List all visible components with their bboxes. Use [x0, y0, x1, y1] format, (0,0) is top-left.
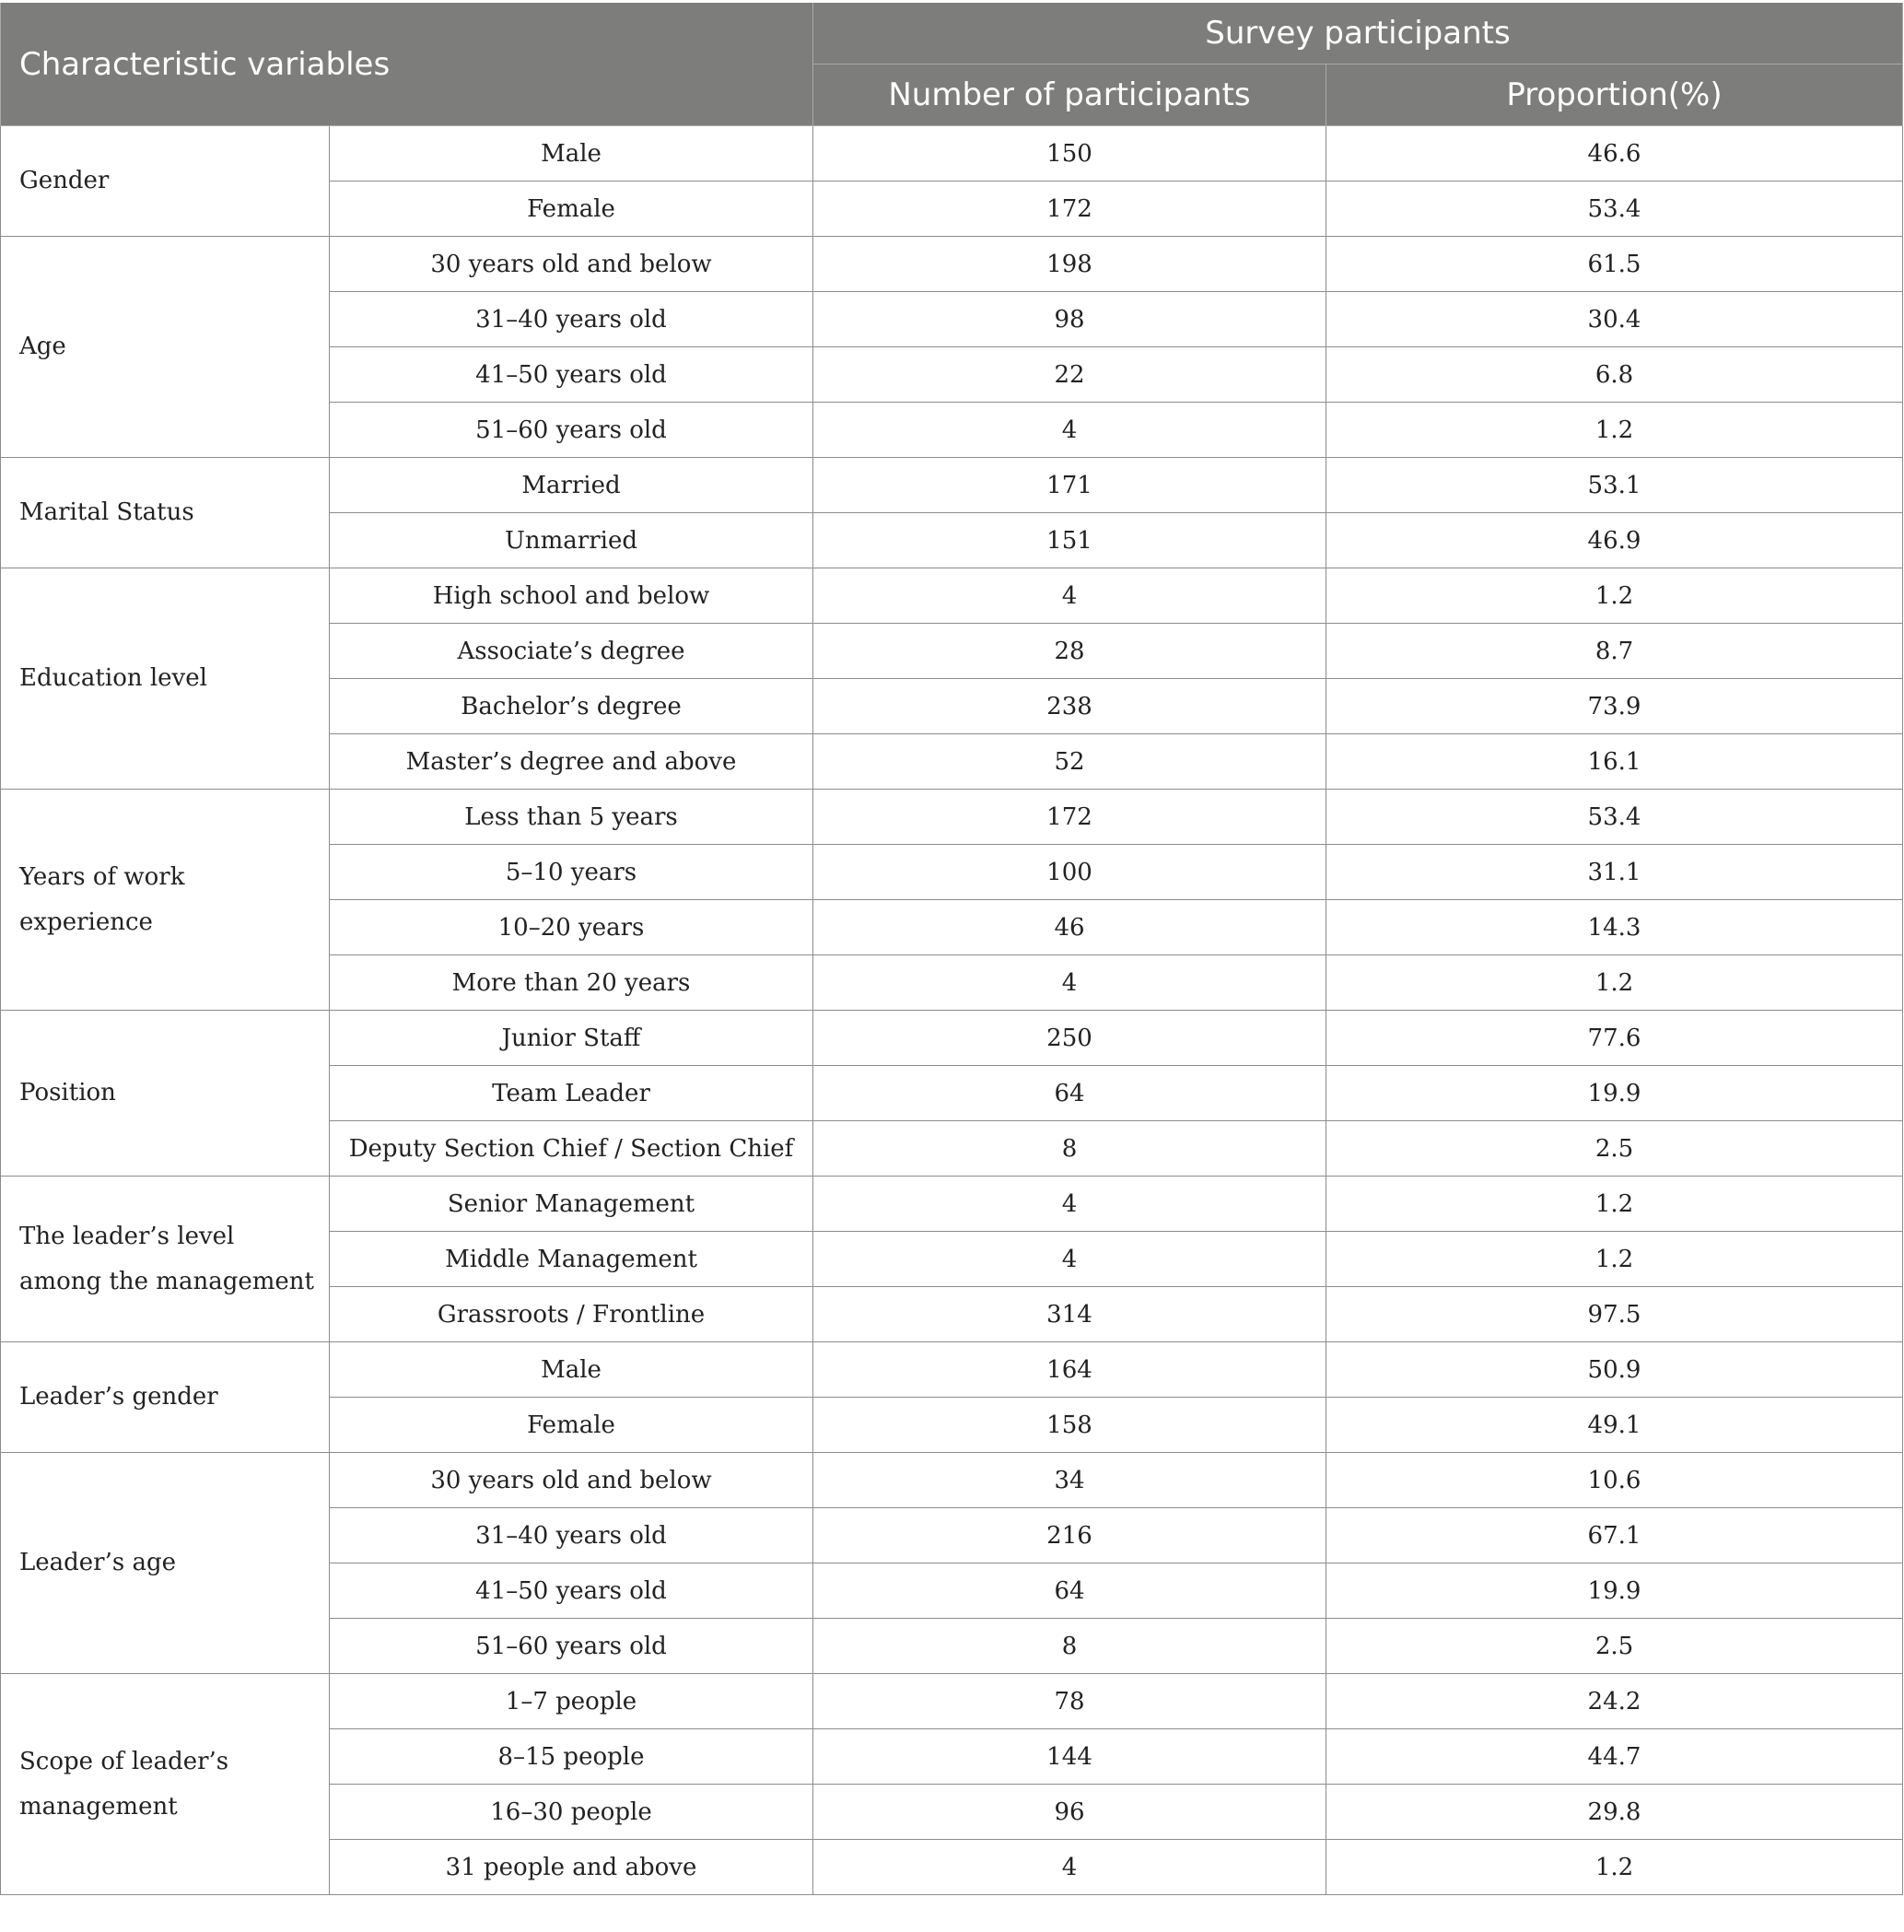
table-row [1, 1177, 1903, 1232]
participant-count: 4 [813, 1840, 1326, 1895]
proportion-value: 1.2 [1326, 1177, 1903, 1232]
table-row [1, 790, 1903, 845]
participant-count: 171 [813, 458, 1326, 513]
participant-count: 96 [813, 1785, 1326, 1840]
participant-count: 52 [813, 734, 1326, 790]
proportion-value: 61.5 [1326, 237, 1903, 292]
table-body [1, 126, 1903, 1895]
participant-count: 34 [813, 1453, 1326, 1508]
table-header [1, 3, 1903, 126]
proportion-value: 53.4 [1326, 181, 1903, 237]
proportion-value: 24.2 [1326, 1674, 1903, 1729]
participant-count: 198 [813, 237, 1326, 292]
proportion-value: 29.8 [1326, 1785, 1903, 1840]
participant-count: 8 [813, 1121, 1326, 1177]
participant-count: 46 [813, 900, 1326, 955]
item-label: 30 years old and below [330, 1453, 813, 1508]
header-number: Number of participants [813, 64, 1326, 126]
survey-table [0, 3, 1903, 1895]
participant-count: 100 [813, 845, 1326, 900]
participant-count: 172 [813, 790, 1326, 845]
participant-count: 172 [813, 181, 1326, 237]
item-label: 30 years old and below [330, 237, 813, 292]
proportion-value: 50.9 [1326, 1342, 1903, 1398]
participant-count: 4 [813, 403, 1326, 458]
item-label: Master’s degree and above [330, 734, 813, 790]
proportion-value: 44.7 [1326, 1729, 1903, 1785]
proportion-value: 14.3 [1326, 900, 1903, 955]
item-label: Middle Management [330, 1232, 813, 1287]
proportion-value: 1.2 [1326, 1232, 1903, 1287]
item-label: 41–50 years old [330, 1563, 813, 1619]
proportion-value: 1.2 [1326, 955, 1903, 1011]
proportion-value: 49.1 [1326, 1398, 1903, 1453]
proportion-value: 19.9 [1326, 1066, 1903, 1121]
proportion-value: 16.1 [1326, 734, 1903, 790]
item-label: Married [330, 458, 813, 513]
header-proportion: Proportion(%) [1326, 64, 1903, 126]
participant-count: 314 [813, 1287, 1326, 1342]
item-label: 41–50 years old [330, 347, 813, 403]
item-label: Female [330, 1398, 813, 1453]
participant-count: 98 [813, 292, 1326, 347]
category-label: Age [1, 237, 330, 458]
table-row [1, 237, 1903, 292]
category-label: Leader’s gender [1, 1342, 330, 1453]
category-label: Scope of leader’s management [1, 1674, 330, 1895]
proportion-value: 1.2 [1326, 568, 1903, 624]
item-label: Male [330, 126, 813, 181]
participant-count: 150 [813, 126, 1326, 181]
participant-count: 28 [813, 624, 1326, 679]
participant-count: 250 [813, 1011, 1326, 1066]
participant-count: 64 [813, 1563, 1326, 1619]
item-label: 51–60 years old [330, 403, 813, 458]
participant-count: 151 [813, 513, 1326, 568]
item-label: Unmarried [330, 513, 813, 568]
item-label: 8–15 people [330, 1729, 813, 1785]
table-row [1, 568, 1903, 624]
table-row [1, 126, 1903, 181]
item-label: Female [330, 181, 813, 237]
category-label: Marital Status [1, 458, 330, 568]
proportion-value: 53.4 [1326, 790, 1903, 845]
item-label: Associate’s degree [330, 624, 813, 679]
table-row [1, 1342, 1903, 1398]
proportion-value: 97.5 [1326, 1287, 1903, 1342]
item-label: 5–10 years [330, 845, 813, 900]
participant-count: 158 [813, 1398, 1326, 1453]
item-label: High school and below [330, 568, 813, 624]
category-label: Gender [1, 126, 330, 237]
participant-count: 144 [813, 1729, 1326, 1785]
item-label: Team Leader [330, 1066, 813, 1121]
proportion-value: 30.4 [1326, 292, 1903, 347]
proportion-value: 8.7 [1326, 624, 1903, 679]
item-label: Junior Staff [330, 1011, 813, 1066]
category-label: Education level [1, 568, 330, 790]
proportion-value: 19.9 [1326, 1563, 1903, 1619]
participant-count: 64 [813, 1066, 1326, 1121]
item-label: 51–60 years old [330, 1619, 813, 1674]
proportion-value: 53.1 [1326, 458, 1903, 513]
item-label: 1–7 people [330, 1674, 813, 1729]
table-row [1, 1674, 1903, 1729]
participant-count: 8 [813, 1619, 1326, 1674]
participant-count: 4 [813, 1177, 1326, 1232]
item-label: 31 people and above [330, 1840, 813, 1895]
participant-count: 22 [813, 347, 1326, 403]
participant-count: 164 [813, 1342, 1326, 1398]
table-row [1, 458, 1903, 513]
proportion-value: 73.9 [1326, 679, 1903, 734]
proportion-value: 1.2 [1326, 1840, 1903, 1895]
item-label: More than 20 years [330, 955, 813, 1011]
participant-count: 216 [813, 1508, 1326, 1563]
proportion-value: 1.2 [1326, 403, 1903, 458]
proportion-value: 67.1 [1326, 1508, 1903, 1563]
header-characteristic: Characteristic variables [1, 3, 813, 126]
category-label: The leader’s level among the management [1, 1177, 330, 1342]
item-label: 31–40 years old [330, 1508, 813, 1563]
item-label: Senior Management [330, 1177, 813, 1232]
participant-count: 78 [813, 1674, 1326, 1729]
item-label: 16–30 people [330, 1785, 813, 1840]
item-label: Deputy Section Chief / Section Chief [330, 1121, 813, 1177]
item-label: Male [330, 1342, 813, 1398]
proportion-value: 77.6 [1326, 1011, 1903, 1066]
proportion-value: 46.6 [1326, 126, 1903, 181]
header-survey-participants: Survey participants [813, 3, 1903, 64]
proportion-value: 6.8 [1326, 347, 1903, 403]
participant-count: 238 [813, 679, 1326, 734]
participant-count: 4 [813, 1232, 1326, 1287]
proportion-value: 31.1 [1326, 845, 1903, 900]
table-row [1, 1453, 1903, 1508]
proportion-value: 10.6 [1326, 1453, 1903, 1508]
participant-count: 4 [813, 568, 1326, 624]
proportion-value: 2.5 [1326, 1619, 1903, 1674]
item-label: 31–40 years old [330, 292, 813, 347]
item-label: Grassroots / Frontline [330, 1287, 813, 1342]
table-row [1, 1011, 1903, 1066]
proportion-value: 46.9 [1326, 513, 1903, 568]
item-label: Less than 5 years [330, 790, 813, 845]
item-label: Bachelor’s degree [330, 679, 813, 734]
category-label: Years of work experience [1, 790, 330, 1011]
item-label: 10–20 years [330, 900, 813, 955]
category-label: Position [1, 1011, 330, 1177]
proportion-value: 2.5 [1326, 1121, 1903, 1177]
participant-count: 4 [813, 955, 1326, 1011]
category-label: Leader’s age [1, 1453, 330, 1674]
